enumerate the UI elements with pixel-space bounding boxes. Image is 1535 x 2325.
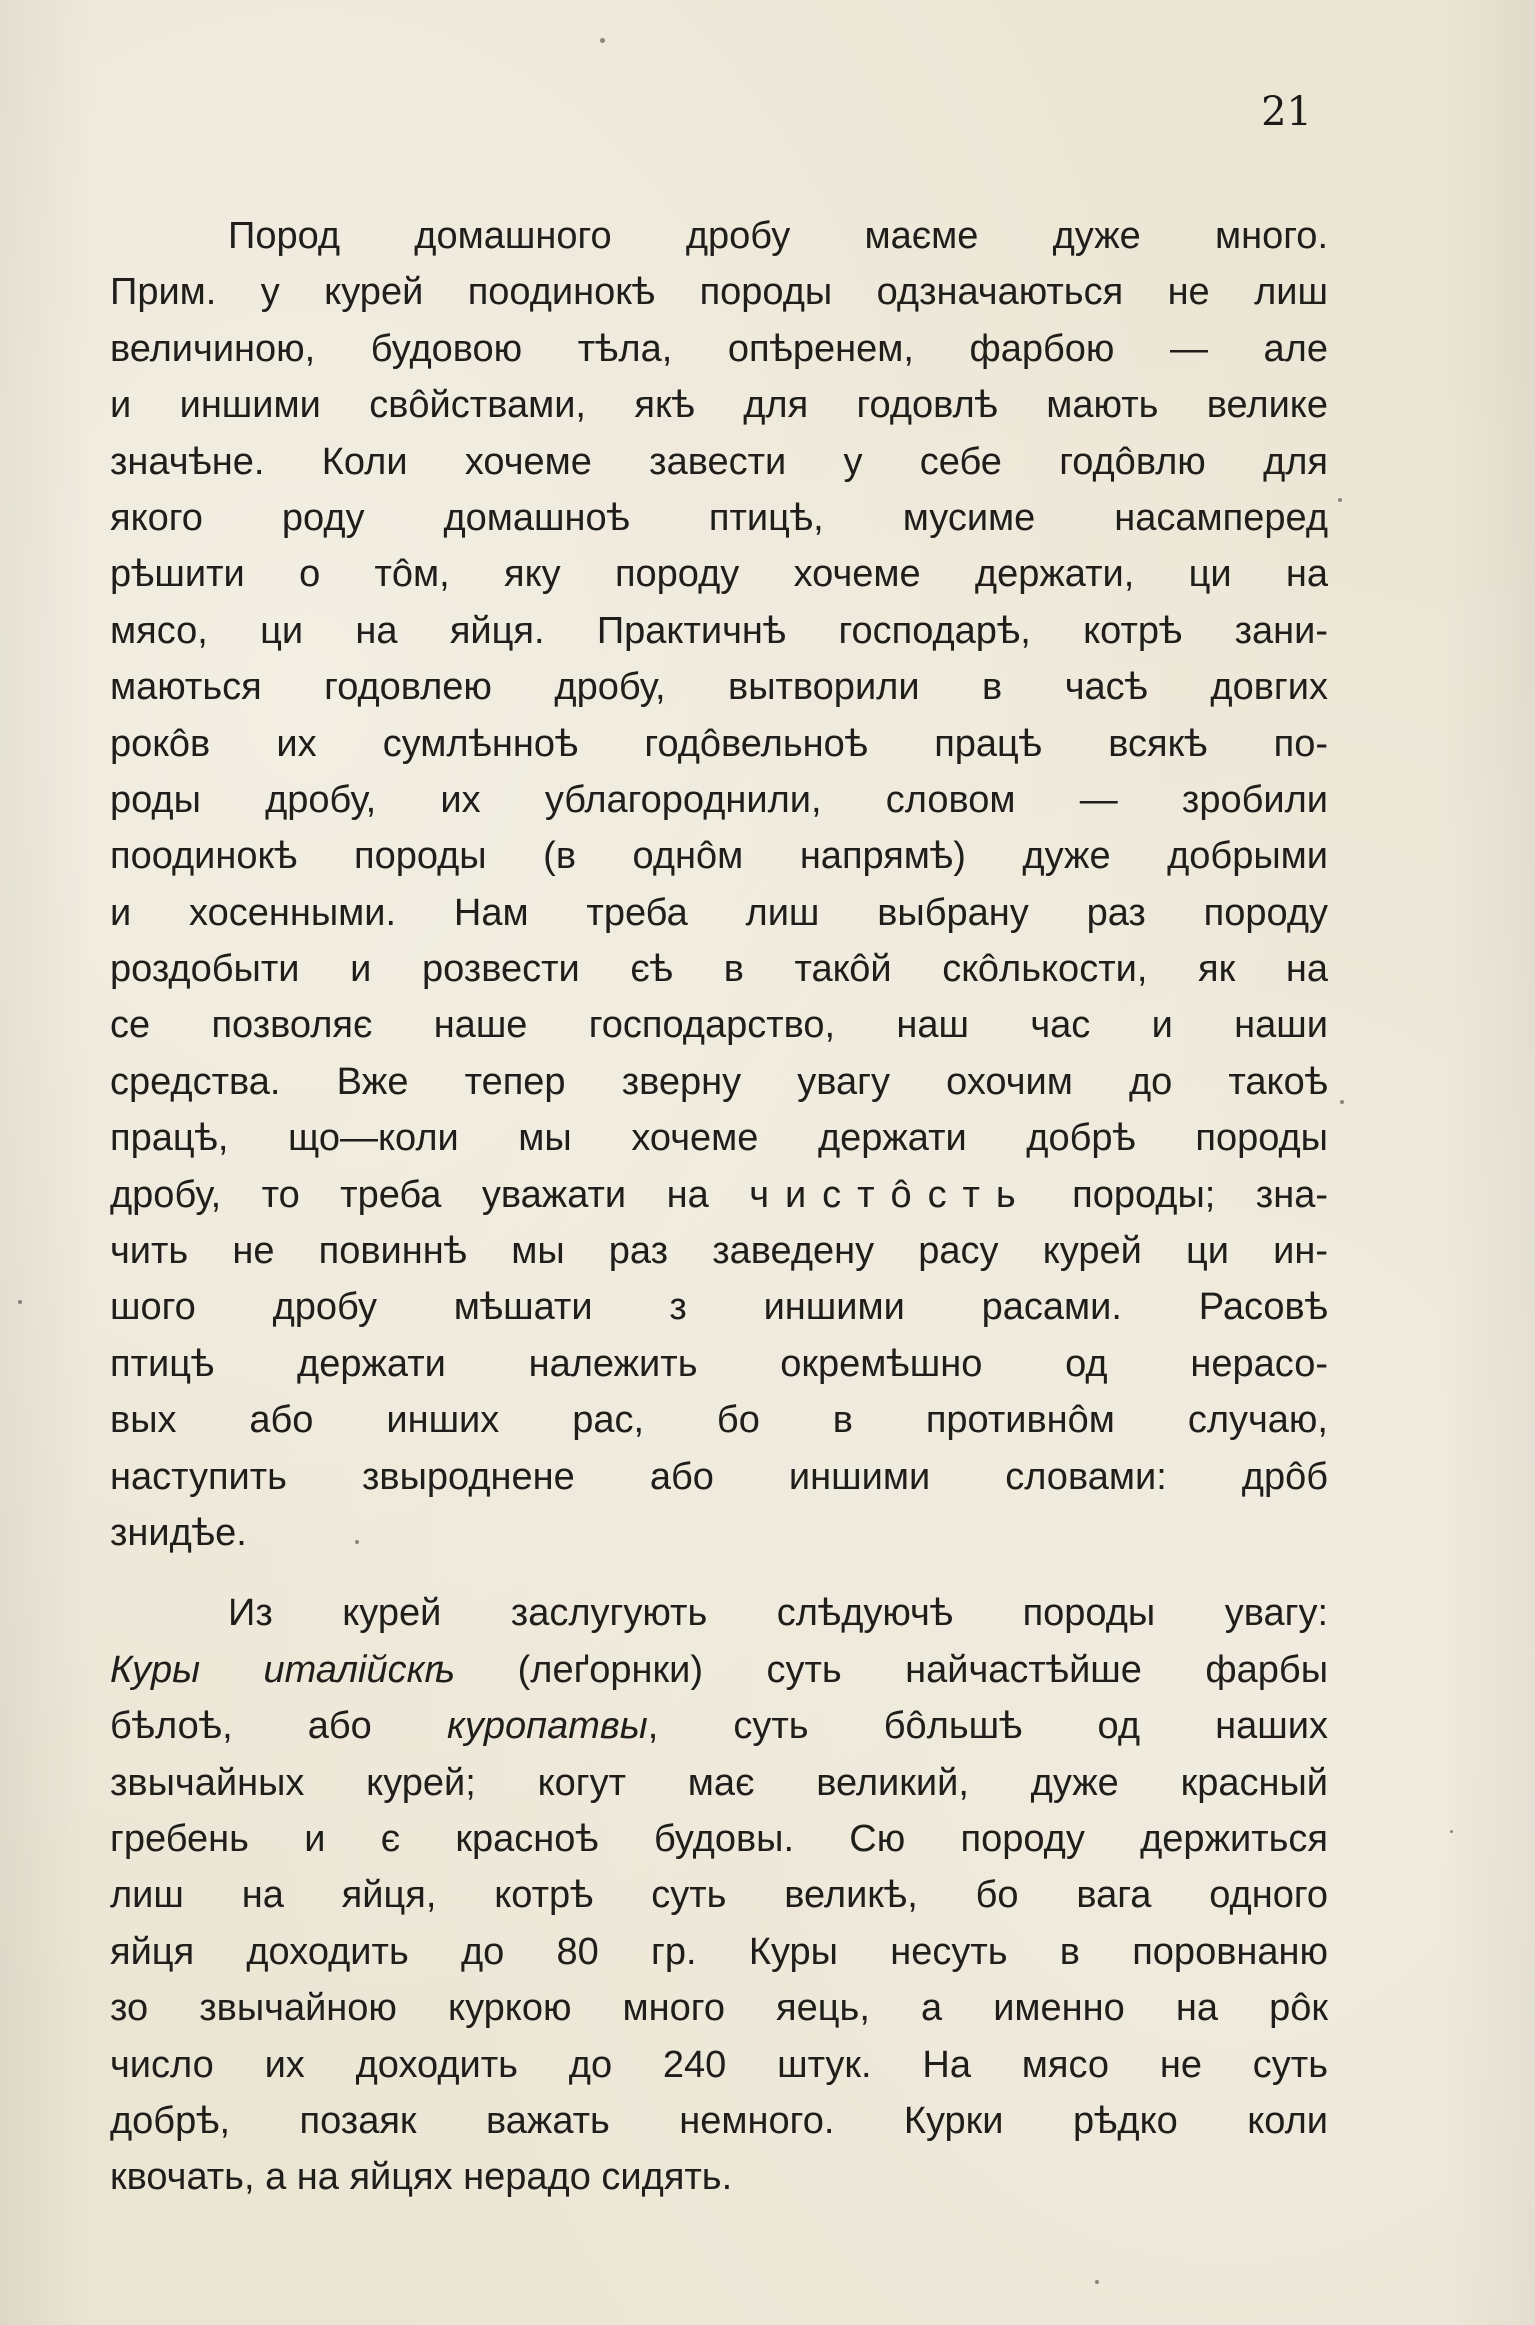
paper-speck [600, 38, 605, 43]
text-segment: породы; зна- [1031, 1173, 1328, 1216]
text-line: працѣ, що—коли мы хочеме держати добрѣ породы [110, 1117, 1328, 1160]
text-line: роды дробу, их ублагороднили, словом — зробили [110, 778, 1328, 821]
text-line-spaced-word [110, 1167, 1328, 1223]
emphasized-word: чистôсть [749, 1173, 1032, 1216]
text-line: значѣне. Коли хочеме завести у себе годôвлю для [110, 440, 1328, 483]
text-segment: (леґорнки) суть найчастѣйше фарбы [454, 1648, 1328, 1691]
italic-term: куропатвы [446, 1705, 648, 1748]
text-segment: , суть бôльшѣ од наших [647, 1705, 1328, 1748]
paper-speck [1340, 1100, 1344, 1104]
paper-speck [18, 1300, 22, 1304]
text-line: рѣшити о тôм, яку породу хочеме держати, ци на [110, 553, 1328, 596]
text-line: знидѣе. [110, 1511, 247, 1554]
text-line: се позволяє наше господарство, наш час и наши [110, 1004, 1328, 1047]
text-line: лиш на яйця, котрѣ суть великѣ, бо вага одного [110, 1874, 1328, 1917]
text-line: шого дробу мѣшати з иншими расами. Расовѣ [110, 1286, 1328, 1329]
text-line-italic-term [110, 1698, 1328, 1754]
text-line: зо звычайною куркою много яець, а именно на рôк [110, 1987, 1328, 2030]
text-line: и иншими свôйствами, якѣ для годовлѣ мають велике [110, 384, 1328, 427]
text-line: рокôв их сумлѣнноѣ годôвельноѣ працѣ всякѣ по- [110, 722, 1328, 765]
text-line: квочать, а на яйцях нерадо сидять. [110, 2156, 733, 2199]
text-line: средства. Вже тепер зверну увагу охочим до такоѣ [110, 1060, 1328, 1103]
page-number: 21 [1261, 89, 1312, 135]
text-line: величиною, будовою тѣла, опѣренем, фарбою — але [110, 327, 1328, 370]
text-line: гребень и є красноѣ будовы. Сю породу держиться [110, 1817, 1328, 1860]
text-line: яйця доходить до 80 гр. Куры несуть в поровнаню [110, 1930, 1328, 1973]
text-line: маються годовлею дробу, вытворили в часѣ довгих [110, 666, 1328, 709]
paragraph-gap [110, 1561, 1328, 1585]
text-line: роздобыти и розвести єѣ в такôй скôлькости, як на [110, 948, 1328, 991]
paper-speck [1338, 498, 1342, 502]
text-line: мясо, ци на яйця. Практичнѣ господарѣ, котрѣ зани- [110, 609, 1328, 652]
text-line: чить не повиннѣ мы раз заведену расу курей ци ин- [110, 1230, 1328, 1273]
text-line: якого роду домашноѣ птицѣ, мусиме насамперед [110, 496, 1328, 539]
paper-speck [1095, 2280, 1099, 2284]
text-line: Прим. у курей поодинокѣ породы одзначаються не лиш [110, 271, 1328, 314]
paper-speck [1450, 1830, 1453, 1833]
text-line: звычайных курей; когут має великий, дуже красный [110, 1761, 1328, 1804]
text-line: вых або инших рас, бо в противнôм случаю, [110, 1399, 1328, 1442]
text-line-italic-term [110, 1642, 1328, 1698]
text-line: птицѣ держати належить окремѣшно од нерасо- [110, 1342, 1328, 1385]
text-line: Из курей заслугують слѣдуючѣ породы увагу: [228, 1592, 1328, 1635]
text-line: наступить звыроднене або иншими словами: дрôб [110, 1455, 1328, 1498]
text-line: и хосенными. Нам треба лиш выбрану раз породу [110, 891, 1328, 934]
paper-speck [355, 1540, 359, 1544]
body-text [110, 208, 1328, 2206]
italic-term: Куры италійскѣ [110, 1648, 455, 1691]
text-line: поодинокѣ породы (в однôм напрямѣ) дуже добрыми [110, 835, 1328, 878]
text-segment: бѣлоѣ, або [110, 1705, 447, 1748]
text-segment: дробу, то треба уважати на [110, 1173, 750, 1216]
text-line: добрѣ, позаяк важать немного. Курки рѣдко коли [110, 2099, 1328, 2142]
text-line: Пород домашного дробу маєме дуже много. [228, 215, 1328, 257]
text-line: число их доходить до 240 штук. На мясо не суть [110, 2043, 1328, 2086]
